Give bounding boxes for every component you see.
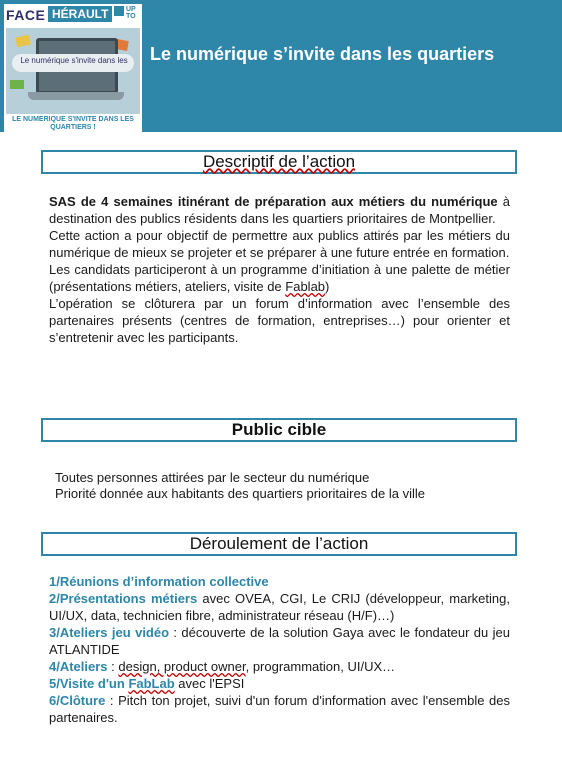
face-herault-logo bbox=[4, 4, 142, 132]
step-3-text: : découverte de la solution Gaya avec le fondateur du jeu ATLANTIDE bbox=[49, 625, 510, 657]
illustration-text: Le numérique s'invite dans les bbox=[20, 56, 128, 65]
descriptif-p3-start: Les candidats participeront à un programme d’initiation à une palette de métier (présentations métiers, ateliers, visite de bbox=[49, 262, 510, 294]
step-6 bbox=[49, 692, 510, 726]
step-2-label: 2/Présentations métiers bbox=[49, 591, 198, 606]
step-4 bbox=[49, 658, 510, 675]
deroulement-body bbox=[49, 573, 510, 726]
step-4-text-c: , programmation, UI/UX… bbox=[245, 659, 396, 674]
step-5-text: avec l'EPSI bbox=[174, 676, 245, 691]
step-6-label: 6/Clôture bbox=[49, 693, 106, 708]
step-5-label-a: 5/Visite d'un bbox=[49, 676, 129, 691]
descriptif-bold-intro: SAS de 4 semaines itinérant de préparation aux métiers du numérique bbox=[49, 194, 498, 209]
laptop-illustration bbox=[6, 28, 140, 114]
sticky-note-icon bbox=[15, 35, 31, 48]
descriptif-intro-rest: à destination des publics résidents dans les quartiers prioritaires de Montpellier. bbox=[49, 194, 510, 226]
upto-logo bbox=[114, 6, 140, 24]
step-3-label: 3/Ateliers jeu vidéo bbox=[49, 625, 170, 640]
logo-caption: LE NUMERIQUE S'INVITE DANS LES QUARTIERS ! bbox=[6, 116, 140, 132]
laptop-base-icon bbox=[28, 92, 124, 100]
upto-text: UP TO bbox=[126, 6, 136, 20]
upto-icon bbox=[114, 6, 124, 16]
public-line-2: Priorité donnée aux habitants des quartiers prioritaires de la ville bbox=[55, 486, 425, 501]
step-4-text-a: : bbox=[107, 659, 119, 674]
step-4-label: 4/Ateliers bbox=[49, 659, 108, 674]
descriptif-heading-box bbox=[41, 150, 517, 174]
step-3 bbox=[49, 624, 510, 658]
step-5-label-b: FabLab bbox=[128, 676, 175, 691]
descriptif-paragraph-3 bbox=[49, 261, 510, 295]
step-5 bbox=[49, 675, 510, 692]
descriptif-body bbox=[49, 193, 510, 346]
deroulement-heading-box bbox=[41, 532, 517, 556]
deroulement-heading: Déroulement de l’action bbox=[189, 534, 369, 553]
descriptif-paragraph-2: Cette action a pour objectif de permettre aux publics attirés par les métiers du numérique de mieux se projeter et se préparer à une future entrée en formation. bbox=[49, 228, 510, 260]
public-heading-box bbox=[41, 418, 517, 442]
descriptif-paragraph-4: L’opération se clôturera par un forum d’information avec l’ensemble des partenaires présents (centres de formation, entreprises…) pour orienter et s’entretenir avec les participants. bbox=[49, 296, 510, 345]
public-heading: Public cible bbox=[231, 420, 327, 439]
descriptif-p3-end: ) bbox=[325, 279, 330, 294]
step-4-text-b: design, product owner bbox=[118, 659, 246, 674]
step-2 bbox=[49, 590, 510, 624]
header-banner bbox=[0, 0, 562, 132]
step-2-text: avec OVEA, CGI, Le CRIJ (développeur, marketing, UI/UX, data, technicien fibre, administrateur réseau (H/F)…) bbox=[49, 591, 510, 623]
page-title: Le numérique s’invite dans les quartiers bbox=[150, 44, 495, 64]
logo-face-text: FACE bbox=[6, 7, 46, 23]
step-6-text: : Pitch ton projet, suivi d'un forum d'information avec l'ensemble des partenaires. bbox=[49, 693, 510, 725]
logo-herault-text: HÉRAULT bbox=[48, 6, 112, 22]
descriptif-p3-fablab: Fablab bbox=[285, 279, 326, 294]
public-body bbox=[55, 470, 515, 502]
sticky-note-icon bbox=[10, 80, 24, 89]
step-1 bbox=[49, 573, 510, 590]
descriptif-heading: Descriptif de l’action bbox=[202, 152, 356, 171]
step-1-label: 1/Réunions d’information collective bbox=[49, 574, 269, 589]
public-line-1: Toutes personnes attirées par le secteur du numérique bbox=[55, 470, 370, 485]
descriptif-paragraph-1 bbox=[49, 193, 510, 227]
